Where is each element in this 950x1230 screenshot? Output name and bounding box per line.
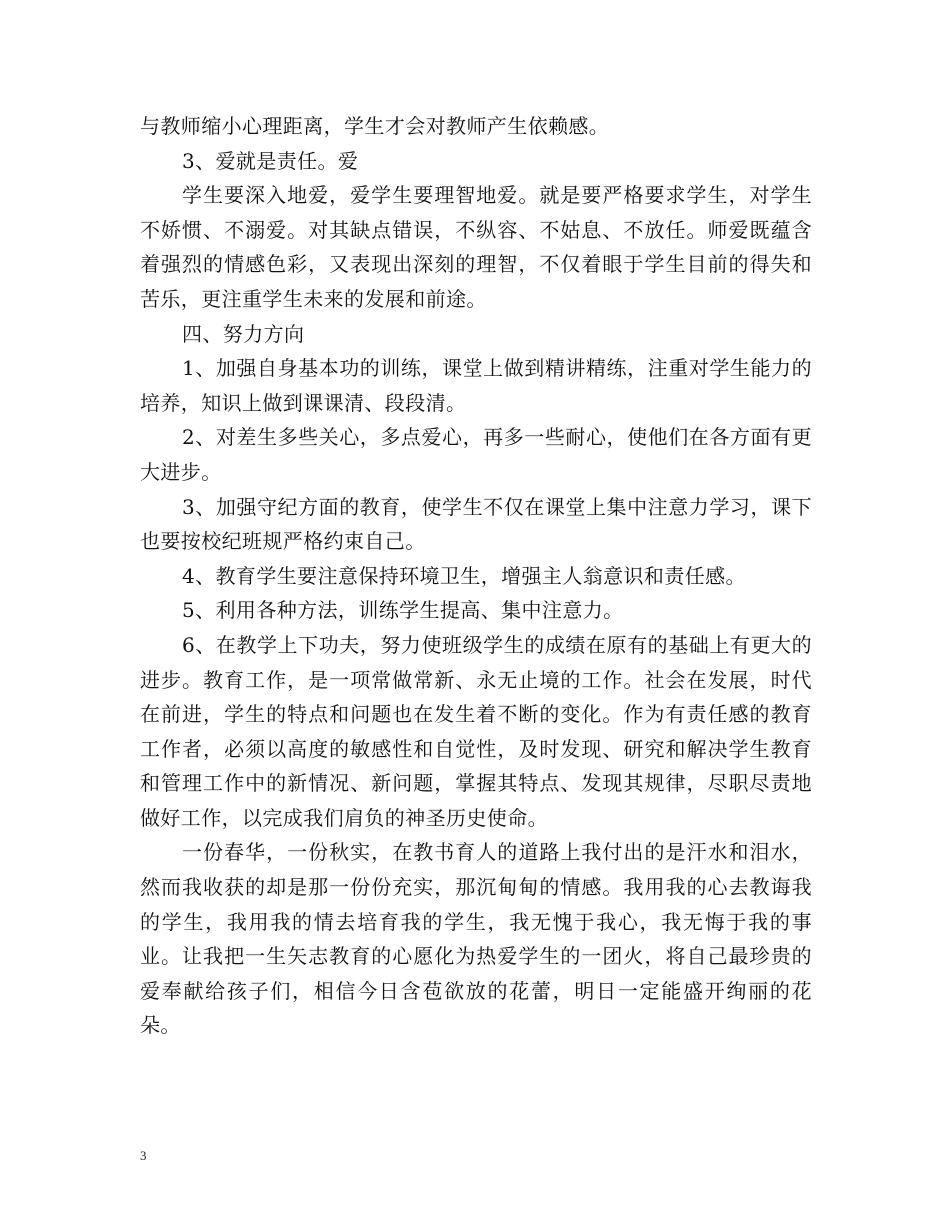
paragraph: 4、教育学生要注意保持环境卫生，增强主人翁意识和责任感。: [182, 563, 746, 588]
paragraph: 1、加强自身基本功的训练，课堂上做到精讲精练，注重对学生能力的培养，知识上做到课课清、段段清。: [140, 356, 812, 415]
paragraph: 3、加强守纪方面的教育，使学生不仅在课堂上集中注意力学习，课下也要按校纪班规严格约束自己。: [140, 494, 812, 554]
paragraph: 学生要深入地爱，爱学生要理智地爱。就是要严格要求学生，对学生不娇惯、不溺爱。对其缺点错误，不纵容、不姑息、不放任。师爱既蕴含着强烈的情感色彩，又表现出深刻的理智，不仅着眼于学生目前的得失和苦乐，更注重学生未来的发展和前途。: [140, 183, 812, 311]
paragraph: 2、对差生多些关心，多点爱心，再多一些耐心，使他们在各方面有更大进步。: [140, 425, 812, 484]
document-body: [140, 109, 812, 1043]
section-heading: 四、努力方向: [182, 321, 305, 346]
paragraph: 6、在教学上下功夫，努力使班级学生的成绩在原有的基础上有更大的进步。教育工作，是一项常做常新、永无止境的工作。社会在发展，时代在前进，学生的特点和问题也在发生着不断的变化。作为有责任感的教育工作者，必须以高度的敏感性和自觉性，及时发现、研究和解决学生教育和管理工作中的新情况、新问题，掌握其特点、发现其规律，尽职尽责地做好工作，以完成我们肩负的神圣历史使命。: [140, 632, 812, 830]
paragraph: 与教师缩小心理距离，学生才会对教师产生依赖感。: [140, 114, 610, 138]
page-number: 3: [140, 1148, 147, 1163]
paragraph: 一份春华，一份秋实，在教书育人的道路上我付出的是汗水和泪水，然而我收获的却是那一份份充实，那沉甸甸的情感。我用我的心去教诲我的学生，我用我的情去培育我的学生，我无愧于我心，我无悔于我的事业。让我把一生矢志教育的心愿化为热爱学生的一团火，将自己最珍贵的爱奉献给孩子们，相信今日含苞欲放的花蕾，明日一定能盛开绚丽的花朵。: [140, 840, 812, 1038]
paragraph: 5、利用各种方法，训练学生提高、集中注意力。: [182, 598, 624, 623]
paragraph: 3、爱就是责任。爱: [182, 148, 359, 173]
